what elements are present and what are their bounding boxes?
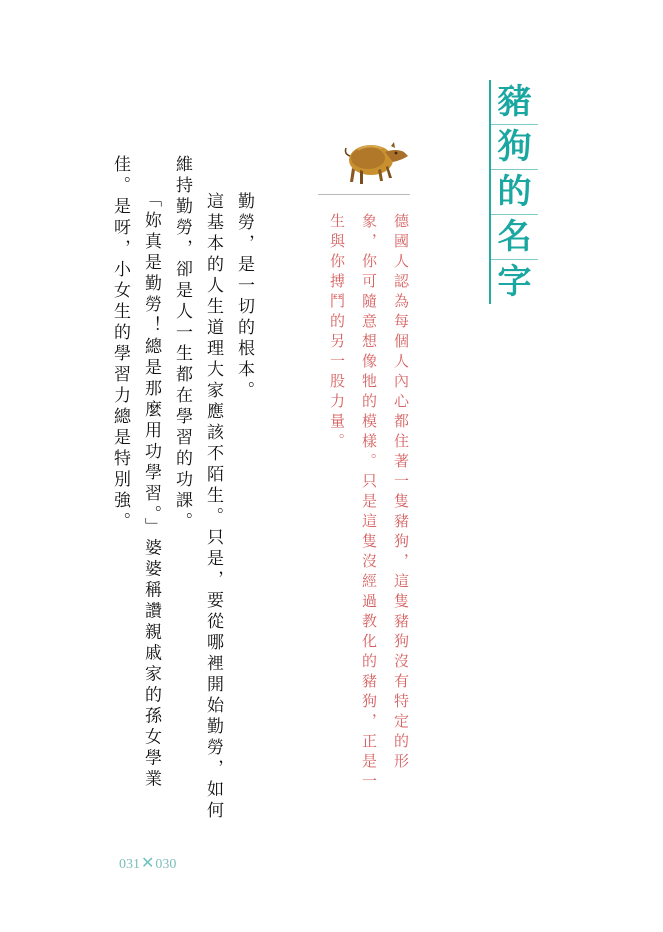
boar-illustration [338, 134, 410, 190]
title-char: 狗 [491, 125, 538, 170]
page-title [489, 80, 538, 304]
intro-column-2: 象，你可隨意想像牠的模樣。只是這隻沒經過教化的豬狗，正是一 [360, 213, 378, 793]
title-char: 字 [497, 262, 532, 302]
body-column-1: 勤勞，是一切的根本。 [234, 192, 254, 402]
body-column-4: 「妳真是勤勞！總是那麼用功學習。」婆婆稱讚親戚家的孫女學業 [141, 190, 161, 791]
body-column-2: 這基本的人生道理大家應該不陌生。只是，要從哪裡開始勤勞，如何 [203, 192, 223, 822]
page-number [119, 853, 176, 873]
title-char: 名 [491, 215, 538, 260]
title-char: 豬 [491, 80, 538, 125]
title-char: 的 [491, 170, 538, 215]
page-number-left: 031 [119, 857, 140, 872]
intro-column-3: 生與你搏鬥的另一股力量。 [328, 213, 346, 453]
page-number-right: 030 [155, 857, 177, 872]
body-column-3: 維持勤勞，卻是人一生都在學習的功課。 [172, 155, 192, 533]
divider [318, 194, 410, 195]
body-column-5: 佳。是呀，小女生的學習力總是特別強。 [110, 155, 130, 533]
intro-column-1: 德國人認為每個人內心都住著一隻豬狗，這隻豬狗沒有特定的形 [392, 213, 410, 773]
separator-icon: ✕ [141, 855, 155, 872]
